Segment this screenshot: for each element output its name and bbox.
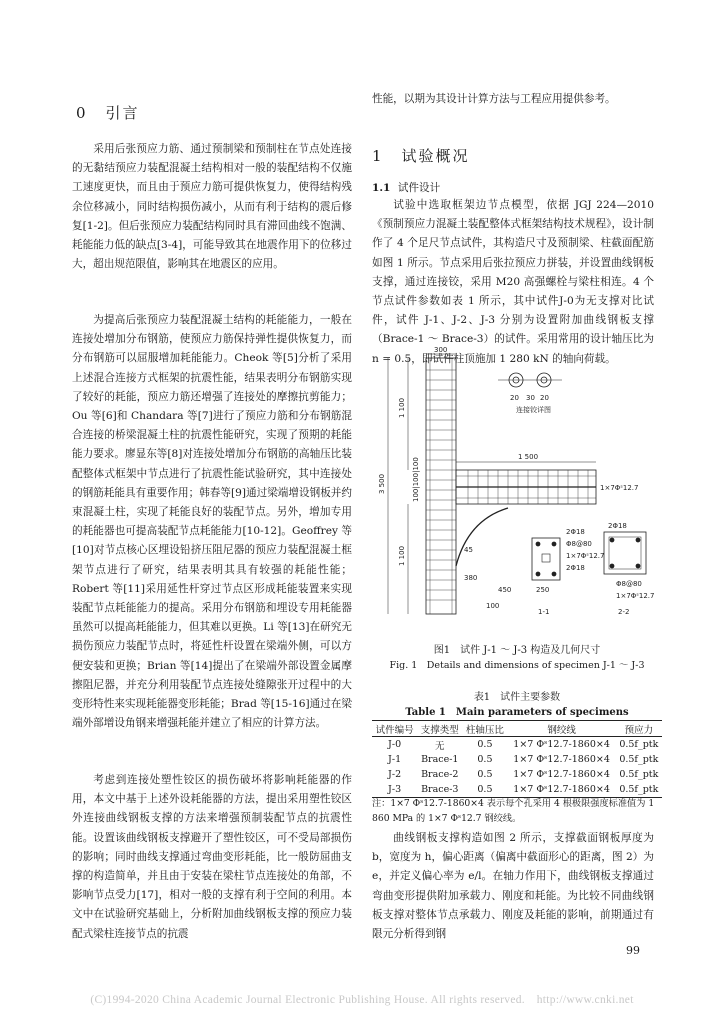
table-cell: Brace-1 [421,754,459,765]
tendon-label: 1×7Φˢ12.7 [600,484,639,492]
paragraph: 考虑到连接处塑性铰区的损伤破坏将影响耗能器的作用，本文中基于上述外设耗能器的方法，提出采用塑性铰区外连接曲线钢板支撑的方法来增强预制装配节点的抗震性能。设置该曲线钢板支撑避开了塑性铰区，可不受局部损伤的影响；同时曲线支撑通过弯曲变形耗能，比一般防屈曲支撑的构造简单，并且由于安装在梁柱节点连接处的角部，不影响节点受力[17]，相对一般的支撑有利于空间的利用。本文中在试验研究基础上，分析附加曲线钢板支撑的预应力装配式梁柱连接节点的抗震 [72,774,352,940]
table-row [372,752,662,767]
table-cell: 0.5 [477,784,493,795]
column-outline [426,358,456,614]
table-cell: 1×7 Φˢ12.7-1860×4 [513,754,610,765]
table-title-en: Table 1 Main parameters of specimens [405,707,629,718]
rebar-label: 2Φ18 [608,522,627,530]
table-cell: J-0 [388,739,402,750]
dim-label: 450 [498,586,512,594]
table-cell: 0.5 [477,739,493,750]
table-cell: 0.5f_ptk [619,739,659,750]
rebar-label: 1×7Φˢ12.7 [566,552,605,560]
table-cell: Brace-2 [421,769,459,780]
section-label: 2-2 [618,608,630,616]
table-header: 支撑类型 [420,724,459,736]
dim-label: 30 [526,394,535,402]
table-note: 注：1×7 Φˢ12.7-1860×4 表示每个孔采用 4 根极限强度标准值为 1 860 MPa 的 1×7 Φˢ12.7 钢绞线。 [372,798,655,824]
table-cell: 1×7 Φˢ12.7-1860×4 [513,739,610,750]
table-header: 钢绞线 [547,724,576,736]
dim-label: 20 [510,394,519,402]
table-row [372,767,662,782]
table-cell: J-1 [388,754,402,765]
table-header-row [372,721,662,737]
dim-label: 1 100 [398,545,406,566]
table-cell: 无 [435,740,445,752]
dim-label: 100 [486,602,500,610]
paragraph: 试验中选取框架边节点模型，依据 JGJ 224—2010《预制预应力混凝土装配整体式框架结构技术规程》，设计制作了 4 个足尺节点试件，其构造尺寸及预制梁、柱截面配筋如图 1 所示。节点采用后张拉预应力拼装，并设置曲线钢板支撑，通过连接铰，采用 M20 高强螺栓与梁柱相连。4 个节点试件参数如表 1 所示，其中试件J-0为无支撑对比试件，试件 J-1、J-2、J-3 分别为设置附加曲线钢板支撑（Brace-1 ～ Brace-3）的试件。采用常用的设计轴压比为 n = 0.5，即试件柱顶施加 1 280 kN 的轴向荷载。 [372,199,654,365]
section-number: 0 [76,104,88,122]
paragraph: 采用后张预应力筋、通过预制梁和预制柱在节点处连接的无黏结预应力装配混凝土结构相对一般的装配结构不仅施工速度更快，而且由于预应力筋可提供恢复力，使得结构残余位移减小，同时结构损伤减小，从而有利于结构的震后修复[1-2]。但后张预应力装配结构同时具有滞回曲线不饱满、耗能能力低的缺点[3-4]，可能导致其在地震作用下的位移过大，超出规范限值，影响其在地震区的应用。 [72,143,352,271]
paragraph: 为提高后张预应力装配混凝土结构的耗能能力，一般在连接处增加分布钢筋，使预应力筋保持弹性提供恢复力，而分布钢筋可以屈服增加耗能能力。Cheok 等[5]分析了采用上述混合连接方式框架的抗震性能，结果表明分布钢筋实现了较好的耗能，预应力筋还增强了连接处的摩擦抗剪能力；Ou 等[6]和 Chandara 等[7]进行了预应力筋和分布钢筋混合连接的桥梁混凝土柱的抗震性能研究，实现了预期的耗能能力要求。廖显东等[8]对连接处增加分布钢筋的高轴压比装配整体式框架中节点进行了抗震性能试验研究，其中连接处的钢筋耗能具有重要作用；韩春等[9]通过梁端增设钢板并约束混凝土柱，实现了耗能良好的装配节点。另外，增加专用的耗能器也可提高装配节点耗能能力[10-12]。Geoffrey 等[10]对节点核心区埋设铅挤压阻尼器的预应力装配混凝土框架节点进行了研究，结果表明其具有较强的耗能性能；Robert 等[11]采用延性杆穿过节点区形成耗能装置来实现装配节点耗能能力的提高。采用分布钢筋和埋设专用耗能器虽然可以提高耗能能力，但其难以更换。Li 等[13]在研究无损伤预应力装配节点时，将延性杆设置在梁端外侧，可以方便安装和更换；Brian 等[14]提出了在梁端外部设置金属摩擦阻尼器，并充分利用装配节点连接处缝隙张开过程中的大变形特性来实现耗能器变形耗能；Brad 等[15-16]通过在梁端外部增设角钢来增强耗能并建立了相应的计算方法。 [72,314,352,730]
table-cell: 0.5 [477,754,493,765]
table-header: 试件编号 [375,724,414,736]
table-cell: 1×7 Φˢ12.7-1860×4 [513,784,610,795]
detail-label: 连接铰详图 [516,406,551,414]
rebar-label: 2Φ18 [566,564,585,572]
copyright-footer: (C)1994-2020 China Academic Journal Electronic Publishing House. All rights reserved. http://www.cnki.net [90,994,634,1006]
paragraph: 性能，以期为其设计计算方法与工程应用提供参考。 [372,93,616,105]
dim-label: 45 [464,546,473,554]
table-cell: 0.5f_ptk [619,769,659,780]
table-cell: 0.5f_ptk [619,784,659,795]
rebar-label: 1×7Φˢ12.7 [616,592,655,600]
section-heading-overview [372,145,470,166]
dim-label: 380 [464,574,478,582]
table-cell: 0.5 [477,769,493,780]
subsection-title: 试件设计 [397,182,441,194]
paragraph: 曲线钢板支撑构造如图 2 所示，支撑截面钢板厚度为 b，宽度为 h，偏心距离（偏离中截面形心的距离，图 2）为 e，并定义偏心率为 e/l。在轴力作用下，曲线钢板支撑通过弯曲变形提供附加承载力、刚度和耗能。为比较不同曲线钢板支撑对整体节点承载力、刚度及耗能的影响，前期通过有限元分析得到钢 [372,832,654,941]
figure-caption-cn: 图1 试件 J-1 ～ J-3 构造及几何尺寸 [433,645,601,656]
section-label: 1-1 [538,608,550,616]
table-cell: Brace-3 [421,784,459,795]
table-cell: J-2 [388,769,402,780]
table-row [372,737,662,753]
section-title: 试验概况 [401,147,470,165]
dim-label: 300 [434,346,448,354]
dim-label: 250 [536,586,550,594]
figure-caption-en: Fig. 1 Details and dimensions of specimen J-1 ～ J-3 [389,660,645,671]
section-number: 1 [372,147,384,165]
section-heading-introduction [76,102,140,123]
table-header: 柱轴压比 [465,724,504,736]
rebar-label: Φ8@80 [616,580,642,588]
rebar-label: Φ8@80 [566,540,592,548]
table-header: 预应力 [624,724,654,736]
table-cell: 1×7 Φˢ12.7-1860×4 [513,769,610,780]
column-section [604,532,646,574]
table-title-cn: 表1 试件主要参数 [473,692,561,703]
table-cell: 0.5f_ptk [619,754,659,765]
dim-label: 100|100|100 [412,457,420,502]
dim-label: 20 [540,394,549,402]
specimen-drawing [368,346,664,624]
parameters-table [372,720,662,798]
dim-label: 1 500 [518,453,539,461]
dim-label: 1 100 [398,397,406,418]
rebar-label: 2Φ18 [566,528,585,536]
table-cell: J-3 [388,784,402,795]
subsection-heading [372,180,440,195]
figure-1 [368,346,664,624]
dim-label: 3 500 [378,473,386,494]
page-number: 99 [626,944,640,957]
subsection-number: 1.1 [372,182,391,194]
curved-brace [456,508,508,566]
section-title: 引言 [105,104,140,122]
